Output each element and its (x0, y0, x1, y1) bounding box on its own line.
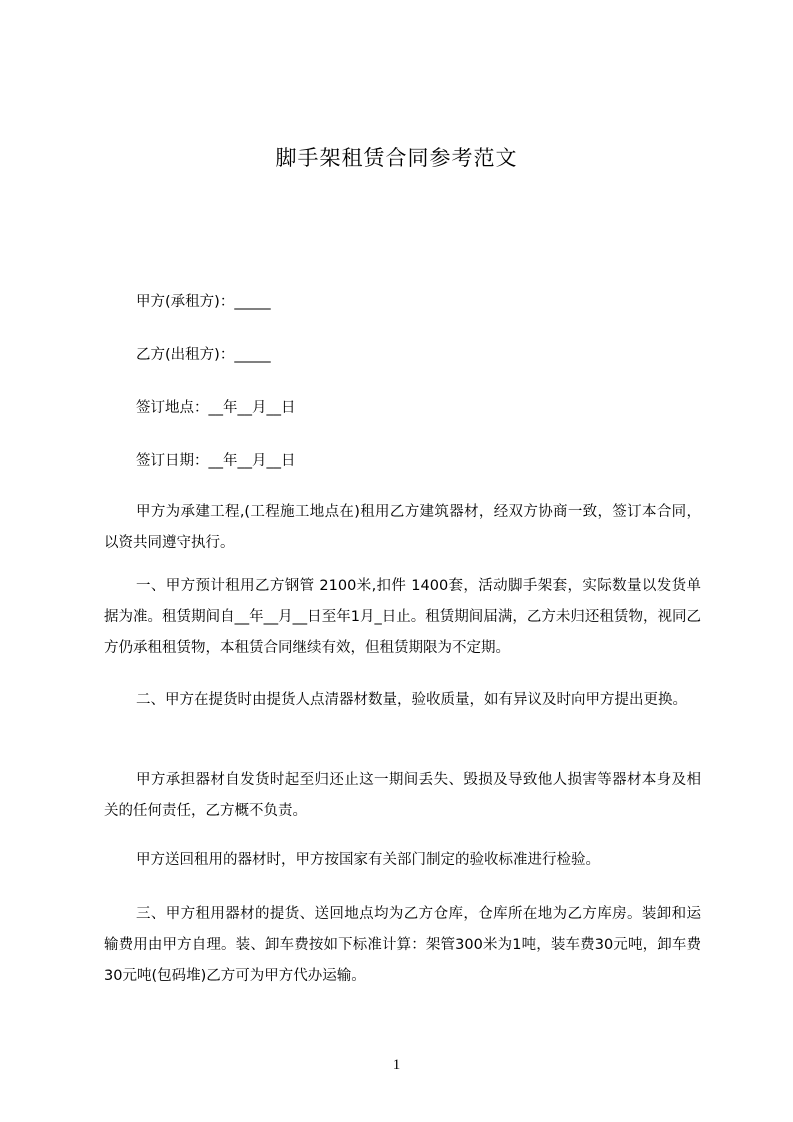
party-a-line: 甲方(承租方)：_____ (136, 294, 271, 310)
party-b-line: 乙方(出租方)：_____ (136, 347, 271, 363)
paragraph-clause-1: 一、甲方预计租用乙方钢管 2100米,扣件 1400套，活动脚手架套，实际数量以发货单据为准。租赁期间自__年__月__日至年1月_日止。租赁期间届满，乙方未归还租赁物，视同乙方仍承租租赁物，本租赁合同继续有效，但租赁期限为不定期。 (104, 578, 701, 656)
paragraph-inspection: 甲方送回租用的器材时，甲方按国家有关部门制定的验收标准进行检验。 (136, 852, 600, 868)
sign-date-line: 签订日期：__年__月__日 (136, 453, 296, 469)
paragraph-liability: 甲方承担器材自发货时起至归还止这一期间丢失、毁损及导致他人损害等器材本身及相关的任何责任，乙方概不负责。 (104, 772, 701, 819)
paragraph-intro: 甲方为承建工程,(工程施工地点在)租用乙方建筑器材，经双方协商一致，签订本合同，以资共同遵守执行。 (104, 504, 701, 551)
paragraph-clause-3: 三、甲方租用器材的提货、送回地点均为乙方仓库，仓库所在地为乙方库房。装卸和运输费用由甲方自理。装、卸车费按如下标准计算：架管300米为1吨，装车费30元吨，卸车费30元吨(包码堆)乙方可为甲方代办运输。 (104, 906, 701, 984)
page-number: 1 (392, 1057, 401, 1073)
sign-place-line: 签订地点：__年__月__日 (136, 400, 296, 416)
paragraph-clause-2: 二、甲方在提货时由提货人点清器材数量，验收质量，如有异议及时向甲方提出更换。 (136, 692, 687, 708)
page-title: 脚手架租赁合同参考范文 (275, 146, 518, 170)
